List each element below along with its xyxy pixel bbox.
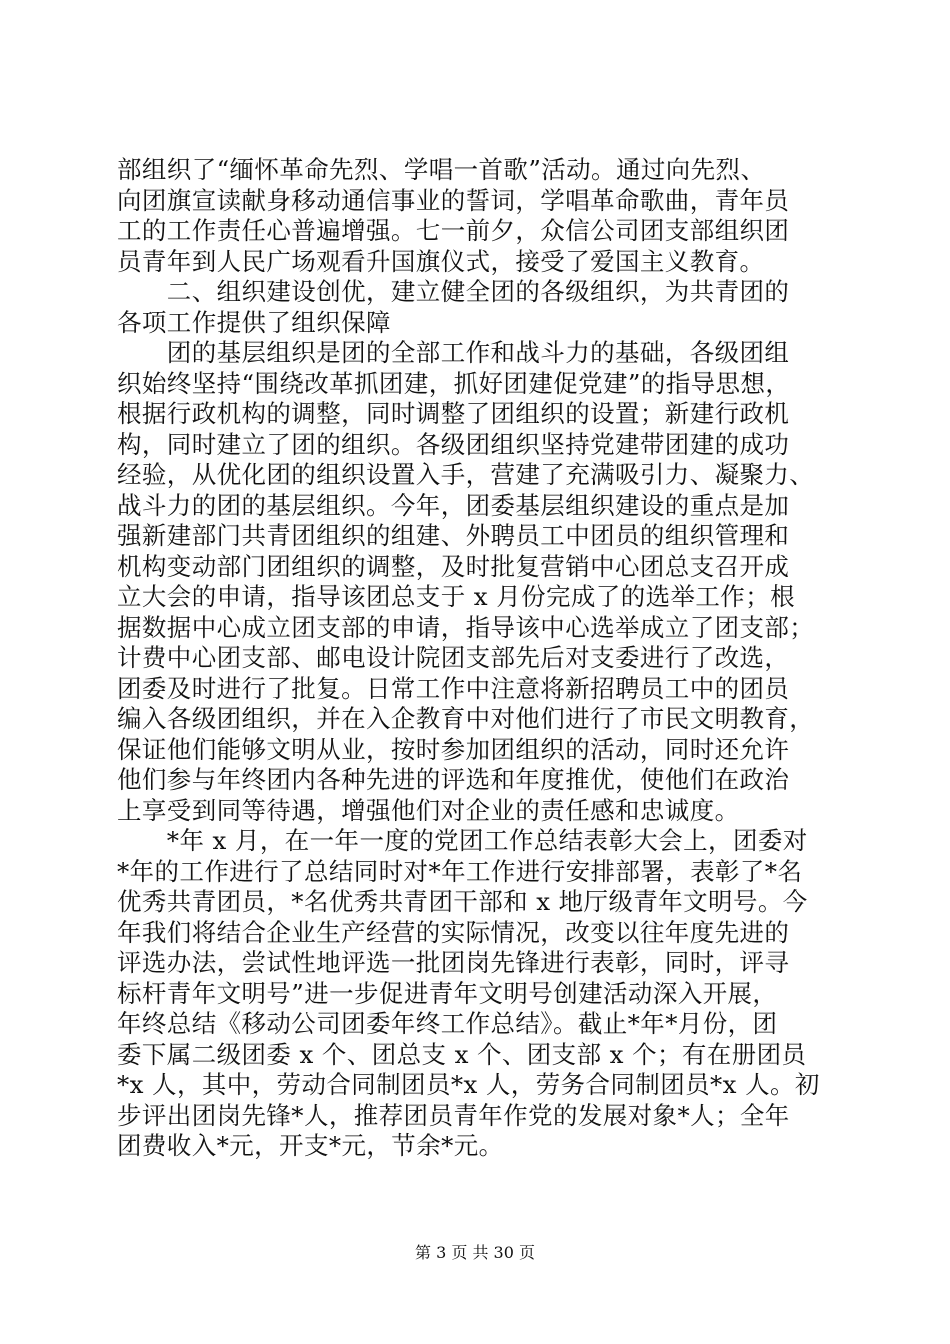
section-heading xyxy=(117,277,833,338)
text-line: 立大会的申请，指导该团总支于 x 月份完成了的选举工作；根 xyxy=(117,582,795,611)
text-line: 上享受到同等待遇，增强他们对企业的责任感和忠诚度。 xyxy=(117,795,740,825)
text-line: 保证他们能够文明从业，按时参加团组织的活动，同时还允许 xyxy=(117,734,790,764)
paragraph xyxy=(117,826,833,1162)
text-line: *年 x 月，在一年一度的党团工作总结表彰大会上，团委对 xyxy=(117,826,808,855)
text-line: 强新建部门共青团组织的组建、外聘员工中团员的组织管理和 xyxy=(117,521,790,550)
text-line: 战斗力的团的基层组织。今年，团委基层组织建设的重点是加 xyxy=(117,490,790,520)
text-line: 优秀共青团员，*名优秀共青团干部和 x 地厅级青年文明号。今 xyxy=(117,887,808,916)
text-line: 他们参与年终团内各种先进的评选和年度推优，使他们在政治 xyxy=(117,765,790,794)
text-line: 评选办法，尝试性地评选一批团岗先锋进行表彰，同时，评寻 xyxy=(117,948,790,977)
text-line: 步评出团岗先锋*人，推荐团员青年作党的发展对象*人；全年 xyxy=(117,1100,790,1130)
text-line: *年的工作进行了总结同时对*年工作进行安排部署，表彰了*名 xyxy=(117,856,803,886)
text-line: 年我们将结合企业生产经营的实际情况，改变以往年度先进的 xyxy=(117,917,790,947)
paragraph xyxy=(117,338,833,826)
text-line: 部组织了“缅怀革命先烈、学唱一首歌”活动。通过向先烈、 xyxy=(117,155,766,184)
text-line: 员青年到人民广场观看升国旗仪式，接受了爱国主义教育。 xyxy=(117,246,765,276)
text-line: 年终总结《移动公司团委年终工作总结》。截止*年*月份，团 xyxy=(117,1009,778,1038)
text-line: 工的工作责任心普遍增强。七一前夕，众信公司团支部组织团 xyxy=(117,216,790,245)
text-line: 二、组织建设创优，建立健全团的各级组织，为共青团的 xyxy=(117,277,790,306)
text-line: 各项工作提供了组织保障 xyxy=(117,307,391,337)
text-line: 经验，从优化团的组织设置入手，营建了充满吸引力、凝聚力、 xyxy=(117,460,815,489)
text-line: 编入各级团组织，并在入企教育中对他们进行了市民文明教育， xyxy=(117,704,815,733)
text-line: 团的基层组织是团的全部工作和战斗力的基础，各级团组 xyxy=(117,338,790,367)
text-line: 计费中心团支部、邮电设计院团支部先后对支委进行了改选， xyxy=(117,643,790,672)
document-body xyxy=(117,155,833,1162)
page-number-footer: 第 3 页 共 30 页 xyxy=(415,1243,535,1262)
text-line: 委下属二级团委 x 个、团总支 x 个、团支部 x 个；有在册团员 xyxy=(117,1039,807,1069)
paragraph xyxy=(117,155,833,277)
text-line: 团费收入*元，开支*元，节余*元。 xyxy=(117,1131,504,1160)
text-line: 据数据中心成立团支部的申请，指导该中心选举成立了团支部； xyxy=(117,612,815,642)
text-line: *x 人，其中，劳动合同制团员*x 人，劳务合同制团员*x 人。初 xyxy=(117,1070,820,1099)
text-line: 团委及时进行了批复。日常工作中注意将新招聘员工中的团员 xyxy=(117,673,790,703)
text-line: 向团旗宣读献身移动通信事业的誓词，学唱革命歌曲，青年员 xyxy=(117,185,790,215)
text-line: 机构变动部门团组织的调整，及时批复营销中心团总支召开成 xyxy=(117,551,790,581)
text-line: 织始终坚持“围绕改革抓团建，抓好团建促党建”的指导思想， xyxy=(117,368,791,398)
text-line: 标杆青年文明号”进一步促进青年文明号创建活动深入开展， xyxy=(117,978,778,1008)
text-line: 根据行政机构的调整，同时调整了团组织的设置；新建行政机 xyxy=(117,399,790,428)
text-line: 构，同时建立了团的组织。各级团组织坚持党建带团建的成功 xyxy=(117,429,790,459)
